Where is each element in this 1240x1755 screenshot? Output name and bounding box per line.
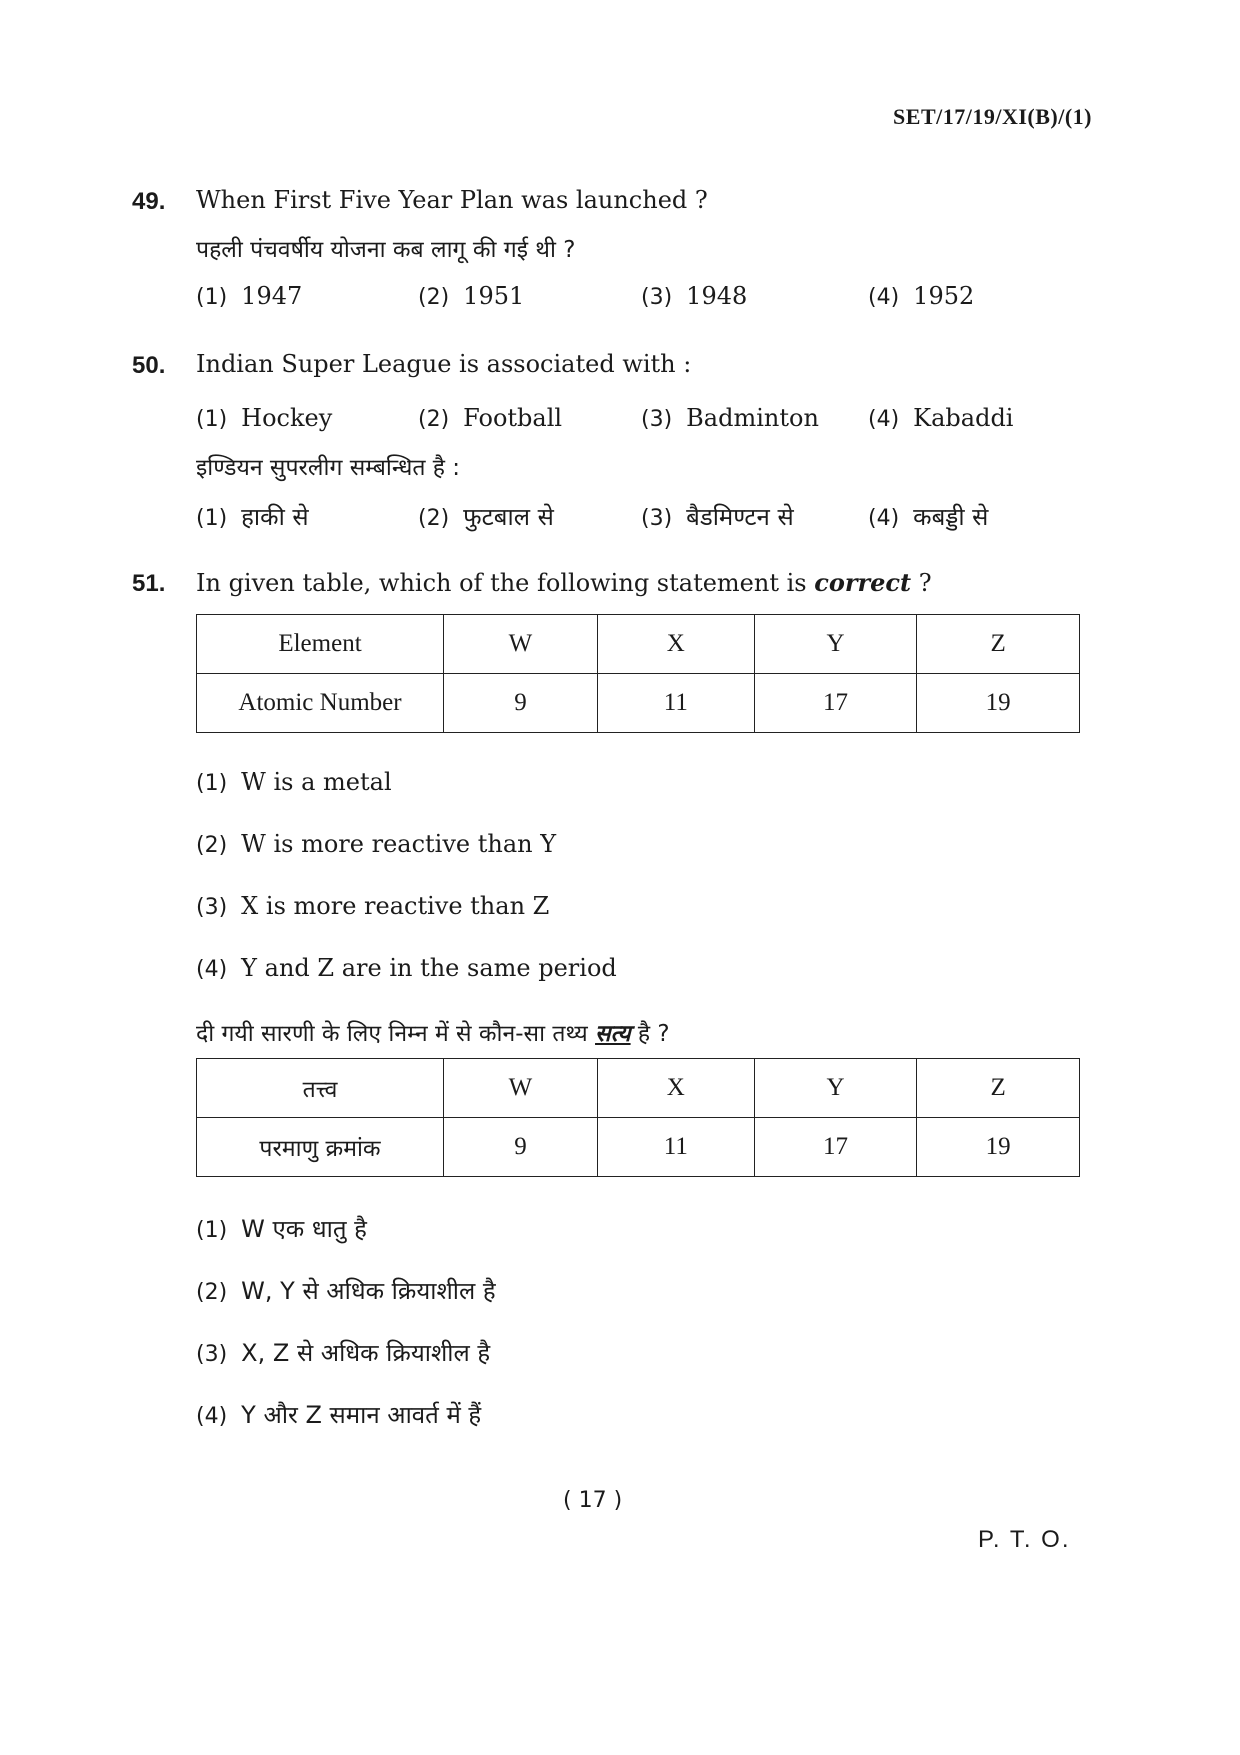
option-text: 1952	[913, 282, 975, 310]
table-cell: 19	[917, 674, 1080, 733]
table-cell: Atomic Number	[197, 674, 444, 733]
table-cell: 17	[754, 674, 917, 733]
table-cell: परमाणु क्रमांक	[197, 1118, 444, 1177]
paper-code: SET/17/19/XI(B)/(1)	[893, 104, 1092, 129]
option-text: Y and Z are in the same period	[241, 954, 617, 982]
option-text: Kabaddi	[913, 404, 1014, 432]
option-text: Y और Z समान आवर्त में हैं	[241, 1401, 482, 1429]
option-text: 1948	[686, 282, 748, 310]
option-number: (4)	[196, 1404, 228, 1429]
option-number: (1)	[196, 506, 228, 531]
question-text-part: In given table, which of the following statement is	[196, 569, 815, 597]
option-text: X, Z से अधिक क्रियाशील है	[241, 1339, 491, 1367]
question-number-50: 50.	[132, 352, 166, 379]
option-number: (3)	[641, 506, 673, 531]
table-cell: 9	[444, 674, 598, 733]
emphasis-correct: correct	[814, 568, 912, 597]
table-cell: W	[444, 1059, 598, 1118]
option-number: (2)	[196, 833, 228, 858]
q50-option-4-hi	[868, 500, 988, 533]
option-text: Football	[463, 404, 563, 432]
option-number: (2)	[196, 1280, 228, 1305]
table-cell: X	[597, 1059, 754, 1118]
emphasis-true: सत्य	[595, 1021, 631, 1047]
option-number: (4)	[868, 506, 900, 531]
q50-option-2-en	[418, 404, 562, 432]
option-text: 1951	[463, 282, 525, 310]
option-text: W, Y से अधिक क्रियाशील है	[241, 1277, 496, 1305]
option-number: (2)	[418, 407, 450, 432]
q49-option-1	[196, 282, 302, 310]
question-51-text-hi	[196, 1016, 670, 1048]
q51-option-2-hi	[196, 1274, 496, 1307]
question-51-text-en	[196, 568, 932, 597]
option-number: (3)	[196, 895, 228, 920]
table-cell: X	[597, 615, 754, 674]
table-cell: 17	[754, 1118, 917, 1177]
table-cell: तत्त्व	[197, 1059, 444, 1118]
table-row	[197, 674, 1080, 733]
q50-option-1-en	[196, 404, 332, 432]
option-text: हाकी से	[241, 503, 309, 531]
question-50-text-hi: इण्डियन सुपरलीग सम्बन्धित है :	[196, 455, 461, 481]
q51-option-4-en	[196, 954, 617, 982]
option-number: (3)	[196, 1342, 228, 1367]
option-number: (4)	[196, 957, 228, 982]
table-header-row	[197, 615, 1080, 674]
option-text: कबड्डी से	[913, 503, 989, 531]
q51-option-4-hi	[196, 1398, 481, 1431]
q49-option-2	[418, 282, 524, 310]
option-number: (2)	[418, 506, 450, 531]
table-row	[197, 1118, 1080, 1177]
option-text: Hockey	[241, 404, 333, 432]
element-table-en	[196, 614, 1080, 733]
option-text: W is more reactive than Y	[241, 830, 557, 858]
q51-option-3-en	[196, 892, 549, 920]
table-cell: W	[444, 615, 598, 674]
option-number: (4)	[868, 285, 900, 310]
please-turn-over: P. T. O.	[978, 1526, 1071, 1553]
table-cell: 9	[444, 1118, 598, 1177]
page-number: ( 17 )	[563, 1488, 623, 1513]
q50-option-1-hi	[196, 500, 309, 533]
table-cell: 11	[597, 1118, 754, 1177]
question-text-part: दी गयी सारणी के लिए निम्न में से कौन-सा तथ्य	[196, 1021, 596, 1047]
table-cell: Y	[754, 1059, 917, 1118]
option-number: (1)	[196, 407, 228, 432]
q51-option-2-en	[196, 830, 556, 858]
q50-option-3-en	[641, 404, 819, 432]
option-number: (2)	[418, 285, 450, 310]
question-text-part: ?	[911, 569, 932, 597]
question-number-49: 49.	[132, 188, 166, 215]
q49-option-4	[868, 282, 974, 310]
option-number: (1)	[196, 1218, 228, 1243]
option-number: (3)	[641, 407, 673, 432]
option-text: Badminton	[686, 404, 819, 432]
table-cell: 11	[597, 674, 754, 733]
q50-option-2-hi	[418, 500, 554, 533]
question-49-text-en: When First Five Year Plan was launched ?	[196, 186, 708, 214]
q50-option-3-hi	[641, 500, 794, 533]
option-text: W एक धातु है	[241, 1215, 367, 1243]
option-text: 1947	[241, 282, 303, 310]
table-cell: Z	[917, 1059, 1080, 1118]
option-number: (4)	[868, 407, 900, 432]
table-cell: Z	[917, 615, 1080, 674]
question-text-part: है ?	[630, 1021, 670, 1047]
option-text: फुटबाल से	[463, 503, 554, 531]
q51-option-1-hi	[196, 1212, 367, 1245]
q50-option-4-en	[868, 404, 1013, 432]
q51-option-3-hi	[196, 1336, 490, 1369]
table-cell: Y	[754, 615, 917, 674]
option-text: बैडमिण्टन से	[686, 503, 794, 531]
option-number: (3)	[641, 285, 673, 310]
option-text: X is more reactive than Z	[241, 892, 550, 920]
question-49-text-hi: पहली पंचवर्षीय योजना कब लागू की गई थी ?	[196, 237, 576, 263]
question-50-text-en: Indian Super League is associated with :	[196, 350, 692, 378]
table-cell: 19	[917, 1118, 1080, 1177]
element-table-hi	[196, 1058, 1080, 1177]
question-number-51: 51.	[132, 570, 166, 597]
q49-option-3	[641, 282, 747, 310]
q51-option-1-en	[196, 768, 392, 796]
table-cell: Element	[197, 615, 444, 674]
option-text: W is a metal	[241, 768, 392, 796]
option-number: (1)	[196, 285, 228, 310]
table-header-row	[197, 1059, 1080, 1118]
option-number: (1)	[196, 771, 228, 796]
